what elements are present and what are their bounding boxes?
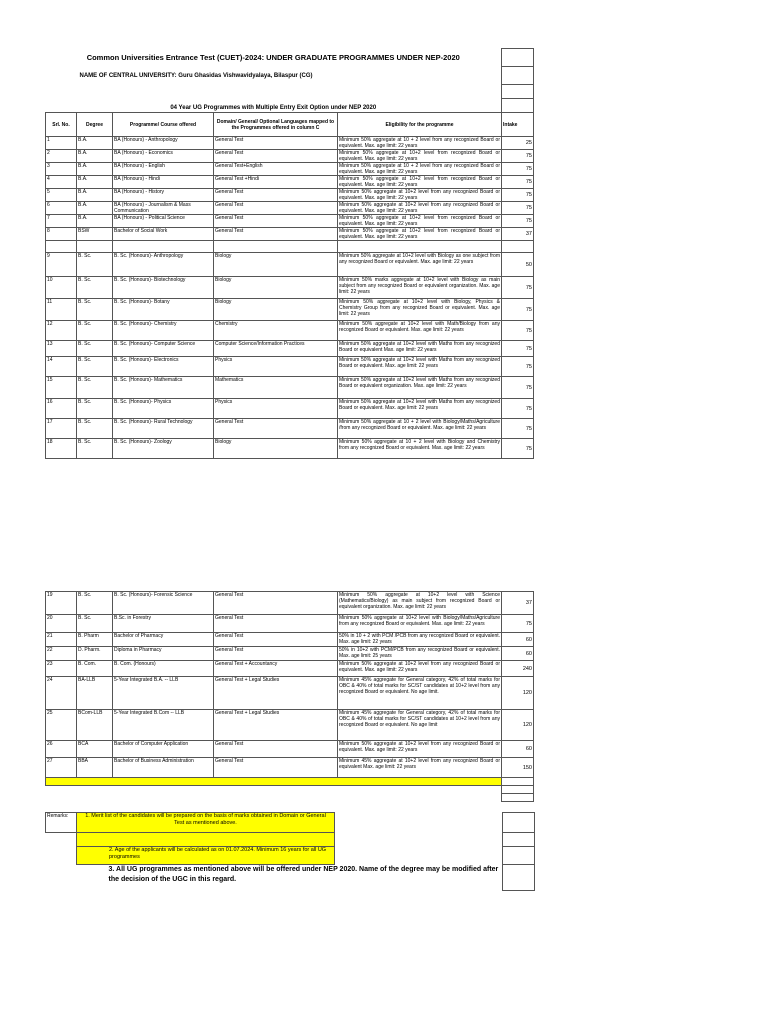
domain-cell: General Test +Hindi bbox=[214, 176, 338, 189]
srl-cell: 18 bbox=[46, 439, 77, 459]
degree-cell: B. Sc. bbox=[77, 377, 113, 399]
eligibility-cell: Minimum 50% aggregate at 10 + 2 level with Biology/Maths/Agriculture /from any recognized Board or equivalent. Max. age limit: 22 years bbox=[338, 419, 502, 439]
intake-cell: 75 bbox=[502, 321, 534, 341]
table-row bbox=[46, 215, 534, 228]
degree-cell: B.A. bbox=[77, 215, 113, 228]
eligibility-cell: 50% in 10+2 with PCM/PCB from any recognized Board or equivalent. Max. age limit: 25 years bbox=[339, 647, 500, 659]
srl-cell: 19 bbox=[46, 592, 77, 615]
degree-cell: B. Sc. bbox=[77, 253, 113, 277]
eligibility-cell: Minimum 50% aggregate at 10+2 level from any recognized Board or equivalent. Max. age limit: 22 years bbox=[338, 661, 502, 677]
degree-cell: B.A. bbox=[77, 189, 113, 202]
domain-cell: General Test bbox=[214, 189, 338, 202]
intake-cell: 60 bbox=[502, 741, 534, 758]
intake-cell: 75 bbox=[502, 377, 534, 399]
programme-cell: B. Sc. (Honours)- Zoology bbox=[113, 439, 214, 459]
srl-cell: 3 bbox=[46, 163, 77, 176]
degree-cell bbox=[77, 241, 113, 253]
programme-cell: 5-Year Integrated B.A. -- LLB bbox=[113, 677, 214, 710]
programme-cell: Bachelor of Business Administration bbox=[113, 758, 214, 778]
srl-cell: 12 bbox=[46, 321, 77, 341]
eligibility-cell: Minimum 50% aggregate at 10+2 level with Maths from any recognized Board or equivalent Max. age limit: 22 years bbox=[338, 341, 502, 357]
programme-cell: BA (Honours) - Anthropology bbox=[113, 137, 214, 150]
srl-cell: 24 bbox=[46, 677, 77, 710]
domain-cell: General Test bbox=[214, 137, 338, 150]
degree-cell: B.A. bbox=[77, 202, 113, 215]
programme-cell: BA (Honours) - History bbox=[113, 189, 214, 202]
intake-cell: 240 bbox=[502, 661, 534, 677]
table-row bbox=[46, 661, 534, 677]
eligibility-cell: Minimum 50% aggregate at 10+2 level with Science (Mathematics/Biology) as main subject from recognized Board or equivalent organization. Max. age limit: 22 years bbox=[338, 592, 502, 615]
programme-cell: BA (Honours) - Hindi bbox=[113, 176, 214, 189]
domain-cell: Biology bbox=[214, 277, 338, 299]
srl-cell: 21 bbox=[46, 633, 77, 647]
programme-cell: BA (Honours) - English bbox=[113, 163, 214, 176]
domain-cell: General Test bbox=[214, 758, 338, 778]
domain-cell: General Test + Accountancy bbox=[214, 661, 338, 677]
domain-cell: General Test+English bbox=[214, 163, 338, 176]
programme-cell bbox=[113, 241, 214, 253]
table-row bbox=[46, 202, 534, 215]
programme-cell: Diploma in Pharmacy bbox=[113, 647, 214, 661]
eligibility-cell: Minimum 50% aggregate at 10+2 level with Maths from any recognized Board or equivalent organization. Max. age limit: 22 years bbox=[338, 377, 502, 399]
programmes-table-part-1 bbox=[45, 48, 534, 459]
degree-cell: B. Pharm bbox=[77, 633, 113, 647]
table-row bbox=[46, 341, 534, 357]
programme-cell: B. Sc. (Honours)- Physics bbox=[113, 399, 214, 419]
col-srl-header: Srl. No. bbox=[46, 113, 77, 137]
eligibility-cell: Minimum 50% aggregate at 10+2 level from any recognized Board or equivalent. Max. age limit: 22 years bbox=[339, 189, 500, 201]
eligibility-cell: Minimum 50% aggregate at 10 + 2 level from any recognized Board or equivalent. Max. age limit: 22 years bbox=[339, 163, 500, 175]
intake-cell: 75 bbox=[502, 615, 534, 633]
srl-cell: 4 bbox=[46, 176, 77, 189]
table-row bbox=[46, 615, 534, 633]
intake-cell: 75 bbox=[502, 277, 534, 299]
degree-cell: B.A. bbox=[77, 150, 113, 163]
degree-cell: B. Sc. bbox=[77, 439, 113, 459]
programme-cell: BA (Honours) - Journalism & Mass Communication bbox=[113, 202, 214, 215]
srl-cell: 1 bbox=[46, 137, 77, 150]
degree-cell: B. Com. bbox=[77, 661, 113, 677]
eligibility-cell: Minimum 50% aggregate at 10+2 level from any recognized Board or equivalent. Max. age limit: 22 years bbox=[338, 741, 502, 758]
domain-cell: General Test bbox=[214, 615, 338, 633]
table-row bbox=[46, 176, 534, 189]
intake-cell: 75 bbox=[502, 439, 534, 459]
university-name: NAME OF CENTRAL UNIVERSITY: Guru Ghasidas Vishwavidyalaya, Bilaspur (CG) bbox=[79, 72, 313, 79]
col-eligibility-header: Eligibility for the programme bbox=[338, 113, 502, 137]
eligibility-cell: Minimum 50% marks aggregate at 10+2 level with Biology as main subject from any recognized Board or equivalent organization. Max. age limit: 22 years bbox=[338, 277, 502, 299]
srl-cell: 7 bbox=[46, 215, 77, 228]
programme-cell: B. Com. (Honours) bbox=[113, 661, 214, 677]
programme-cell: BA (Honours) - Political Science bbox=[113, 215, 214, 228]
intake-cell: 150 bbox=[502, 758, 534, 778]
table-row bbox=[46, 677, 534, 710]
eligibility-cell: Minimum 50% aggregate at 10+2 level with Biology, Physics & Chemistry Group from any recognized Board or equivalent. Max. age limit: 22 years bbox=[338, 299, 502, 321]
table-row bbox=[46, 277, 534, 299]
degree-cell: B. Sc. bbox=[77, 615, 113, 633]
domain-cell: Mathematics bbox=[214, 377, 338, 399]
srl-cell: 11 bbox=[46, 299, 77, 321]
srl-cell: 23 bbox=[46, 661, 77, 677]
degree-cell: B. Sc. bbox=[77, 399, 113, 419]
table-row bbox=[46, 399, 534, 419]
srl-cell: 5 bbox=[46, 189, 77, 202]
domain-cell: General Test bbox=[214, 741, 338, 758]
domain-cell: Biology bbox=[214, 299, 338, 321]
eligibility-cell: Minimum 50% aggregate at 10+2 level from recognized Board or equivalent. Max. age limit: 22 years bbox=[339, 215, 500, 227]
programme-cell: B. Sc. (Honours)- Chemistry bbox=[113, 321, 214, 341]
table-row bbox=[46, 150, 534, 163]
table-row bbox=[46, 321, 534, 341]
intake-cell: 37 bbox=[502, 228, 534, 241]
programme-cell: B.Sc. in Forestry bbox=[113, 615, 214, 633]
eligibility-cell: Minimum 50% aggregate at 10+2 level with Biology as one subject from any recognized Board or equivalent. Max. age limit: 22 years bbox=[338, 253, 502, 277]
intake-cell: 60 bbox=[502, 647, 534, 661]
programme-cell: 5-Year Integrated B.Com -- LLB bbox=[113, 710, 214, 741]
intake-cell: 75 bbox=[502, 202, 534, 215]
table-row bbox=[46, 439, 534, 459]
table-row bbox=[46, 163, 534, 176]
degree-cell: B. Sc. bbox=[77, 357, 113, 377]
srl-cell: 10 bbox=[46, 277, 77, 299]
intake-cell: 25 bbox=[502, 137, 534, 150]
domain-cell: Chemistry bbox=[214, 321, 338, 341]
table-row bbox=[46, 592, 534, 615]
eligibility-cell: Minimum 50% aggregate at 10+2 level from any recognized Board or equivalent. Max. age limit: 22 years bbox=[339, 202, 500, 214]
domain-cell: General Test bbox=[214, 592, 338, 615]
domain-cell: Physics bbox=[214, 399, 338, 419]
degree-cell: BCA bbox=[77, 741, 113, 758]
domain-cell: Biology bbox=[214, 439, 338, 459]
eligibility-cell: Minimum 50% aggregate at 10+2 level from recognized Board or equivalent. Max. age limit: 22 years bbox=[339, 150, 500, 162]
programme-cell: BA (Honours) - Economics bbox=[113, 150, 214, 163]
programme-cell: B. Sc. (Honours)- Electronics bbox=[113, 357, 214, 377]
domain-cell: Physics bbox=[214, 357, 338, 377]
srl-cell: 26 bbox=[46, 741, 77, 758]
col-intake-header: Intake bbox=[502, 113, 534, 137]
eligibility-cell: Minimum 50% aggregate at 10 + 2 level with Biology and Chemistry from any recognized Board or equivalent. Max. age limit: 22 years bbox=[338, 439, 502, 459]
table-row bbox=[46, 299, 534, 321]
domain-cell: Computer Science/Information Practices bbox=[214, 341, 338, 357]
table-row bbox=[46, 758, 534, 778]
table-row bbox=[46, 377, 534, 399]
table-row bbox=[46, 241, 534, 253]
table-row bbox=[46, 137, 534, 150]
domain-cell: General Test bbox=[214, 647, 338, 661]
srl-cell: 9 bbox=[46, 253, 77, 277]
degree-cell: B.A. bbox=[77, 176, 113, 189]
programme-cell: B. Sc. (Honours)- Biotechnology bbox=[113, 277, 214, 299]
intake-cell: 75 bbox=[502, 399, 534, 419]
degree-cell: BCom-LLB bbox=[77, 710, 113, 741]
srl-cell: 25 bbox=[46, 710, 77, 741]
remark-note-3: 3. All UG programmes as mentioned above will be offered under NEP 2020. Name of the degree may be modified after the decision of the UGC in this regard. bbox=[108, 866, 499, 883]
srl-cell: 17 bbox=[46, 419, 77, 439]
intake-cell: 75 bbox=[502, 419, 534, 439]
degree-cell: B.A. bbox=[77, 137, 113, 150]
programme-subtitle: 04 Year UG Programmes with Multiple Entry Exit Option under NEP 2020 bbox=[170, 105, 377, 111]
domain-cell: General Test + Legal Studies bbox=[214, 710, 338, 741]
eligibility-cell: Minimum 45% aggregate for General category, 42% of total marks for OBC & 40% of total marks for SC/ST candidates at 10+2 level from any recognized Board or equivalent. No age limit. bbox=[338, 677, 502, 710]
eligibility-cell: Minimum 50% aggregate at 10+2 level with Biology/Maths/Agriculture from any recognized Board or equivalent. Max. age limit: 22 years bbox=[338, 615, 502, 633]
remarks-label: Remarks: bbox=[46, 813, 77, 833]
srl-cell: 8 bbox=[46, 228, 77, 241]
domain-cell: General Test bbox=[214, 202, 338, 215]
intake-cell: 75 bbox=[502, 176, 534, 189]
intake-cell bbox=[502, 241, 534, 253]
domain-cell: General Test bbox=[214, 150, 338, 163]
col-domain-header: Domain/ General/ Optional Languages mapped to the Programmes offered in column C bbox=[214, 113, 338, 137]
intake-cell: 37 bbox=[502, 592, 534, 615]
col-programme-header: Programme/ Course offered bbox=[113, 113, 214, 137]
programme-cell: B. Sc. (Honours)- Anthropology bbox=[113, 253, 214, 277]
degree-cell: BSW bbox=[77, 228, 113, 241]
table-row bbox=[46, 633, 534, 647]
srl-cell: 14 bbox=[46, 357, 77, 377]
degree-cell: B.A. bbox=[77, 163, 113, 176]
eligibility-cell: Minimum 45% aggregate at 10+2 level from any recognized Board or equivalent Max. age limit: 22 years bbox=[338, 758, 502, 778]
remark-note-1: 1. Merit list of the candidates will be prepared on the basis of marks obtained in Domain or General Test as mentioned above. bbox=[77, 813, 335, 833]
table-row bbox=[46, 647, 534, 661]
table-row bbox=[46, 228, 534, 241]
srl-cell: 22 bbox=[46, 647, 77, 661]
domain-cell: General Test bbox=[214, 419, 338, 439]
programme-cell: B. Sc. (Honours)- Mathematics bbox=[113, 377, 214, 399]
intake-cell: 75 bbox=[502, 163, 534, 176]
programme-cell: Bachelor of Computer Application bbox=[113, 741, 214, 758]
srl-cell: 27 bbox=[46, 758, 77, 778]
domain-cell: General Test + Legal Studies bbox=[214, 677, 338, 710]
degree-cell: B. Sc. bbox=[77, 341, 113, 357]
eligibility-cell: 50% in 10 + 2 with PCM /PCB from any recognized Board or equivalent. Max. age limit: 22 years bbox=[339, 633, 500, 645]
intake-cell: 75 bbox=[502, 215, 534, 228]
table-row bbox=[46, 741, 534, 758]
table-row bbox=[46, 419, 534, 439]
table-row bbox=[46, 357, 534, 377]
intake-cell: 60 bbox=[502, 633, 534, 647]
eligibility-cell: Minimum 50% aggregate at 10 + 2 level from any recognized Board or equivalent. Max. age limit: 22 years bbox=[339, 137, 500, 149]
intake-cell: 75 bbox=[502, 299, 534, 321]
srl-cell: 15 bbox=[46, 377, 77, 399]
degree-cell: B. Sc. bbox=[77, 277, 113, 299]
domain-cell: General Test bbox=[214, 228, 338, 241]
programme-cell: B. Sc. (Honours)- Rural Technology bbox=[113, 419, 214, 439]
srl-cell: 2 bbox=[46, 150, 77, 163]
srl-cell: 16 bbox=[46, 399, 77, 419]
eligibility-cell: Minimum 50% aggregate at 10+2 level from recognized Board or equivalent. Max. age limit: 22 years bbox=[339, 228, 500, 240]
programme-cell: Bachelor of Social Work bbox=[113, 228, 214, 241]
col-degree-header: Degree bbox=[77, 113, 113, 137]
eligibility-cell: Minimum 45% aggregate for General category, 42% of total marks for OBC & 40% of total marks for SC/ST candidates at 10+2 level from any recognized Board or equivalent. No age limit bbox=[338, 710, 502, 741]
table-row bbox=[46, 253, 534, 277]
programme-cell: B. Sc. (Honours)- Botany bbox=[113, 299, 214, 321]
document-title: Common Universities Entrance Test (CUET)-2024: UNDER GRADUATE PROGRAMMES UNDER NEP-2020 bbox=[86, 53, 460, 62]
intake-cell: 75 bbox=[502, 189, 534, 202]
degree-cell: BA-LLB bbox=[77, 677, 113, 710]
eligibility-cell: Minimum 50% aggregate at 10+2 level with Math/Biology from any recognized Board or equivalent. Max. age limit: 22 years bbox=[338, 321, 502, 341]
remark-note-2: 2. Age of the applicants will be calculated as on 01.07.2024. Minimum 16 years for all UG programmes bbox=[77, 847, 335, 865]
eligibility-cell: Minimum 50% aggregate at 10+2 level with Maths from any recognized Board or equivalent. Max. age limit: 22 years bbox=[338, 357, 502, 377]
degree-cell: B. Sc. bbox=[77, 321, 113, 341]
eligibility-cell: Minimum 50% aggregate at 10+2 level from recognized Board or equivalent. Max. age limit: 22 years bbox=[339, 176, 500, 188]
programme-cell: B. Sc. (Honours)- Computer Science bbox=[113, 341, 214, 357]
intake-cell: 120 bbox=[502, 677, 534, 710]
srl-cell: 13 bbox=[46, 341, 77, 357]
remarks-section bbox=[45, 812, 535, 891]
intake-cell: 75 bbox=[502, 150, 534, 163]
programme-cell: Bachelor of Pharmacy bbox=[113, 633, 214, 647]
domain-cell: General Test bbox=[214, 633, 338, 647]
intake-cell: 120 bbox=[502, 710, 534, 741]
domain-cell: Biology bbox=[214, 253, 338, 277]
degree-cell: B. Sc. bbox=[77, 592, 113, 615]
programme-cell: B. Sc. (Honours)- Forensic Science bbox=[113, 592, 214, 615]
eligibility-cell bbox=[338, 241, 502, 253]
srl-cell bbox=[46, 241, 77, 253]
programmes-table-part-2 bbox=[45, 591, 534, 802]
degree-cell: BBA bbox=[77, 758, 113, 778]
degree-cell: D. Pharm. bbox=[77, 647, 113, 661]
intake-cell: 75 bbox=[502, 341, 534, 357]
sheet-part-2 bbox=[45, 591, 534, 802]
intake-cell: 50 bbox=[502, 253, 534, 277]
eligibility-cell: Minimum 50% aggregate at 10+2 level with Maths from any recognized Board or equivalent. Max. age limit: 22 years bbox=[338, 399, 502, 419]
domain-cell: General Test bbox=[214, 215, 338, 228]
sheet-part-1 bbox=[45, 48, 534, 459]
table-row bbox=[46, 189, 534, 202]
srl-cell: 20 bbox=[46, 615, 77, 633]
srl-cell: 6 bbox=[46, 202, 77, 215]
degree-cell: B. Sc. bbox=[77, 299, 113, 321]
degree-cell: B. Sc. bbox=[77, 419, 113, 439]
intake-cell: 75 bbox=[502, 357, 534, 377]
table-row bbox=[46, 710, 534, 741]
domain-cell bbox=[214, 241, 338, 253]
